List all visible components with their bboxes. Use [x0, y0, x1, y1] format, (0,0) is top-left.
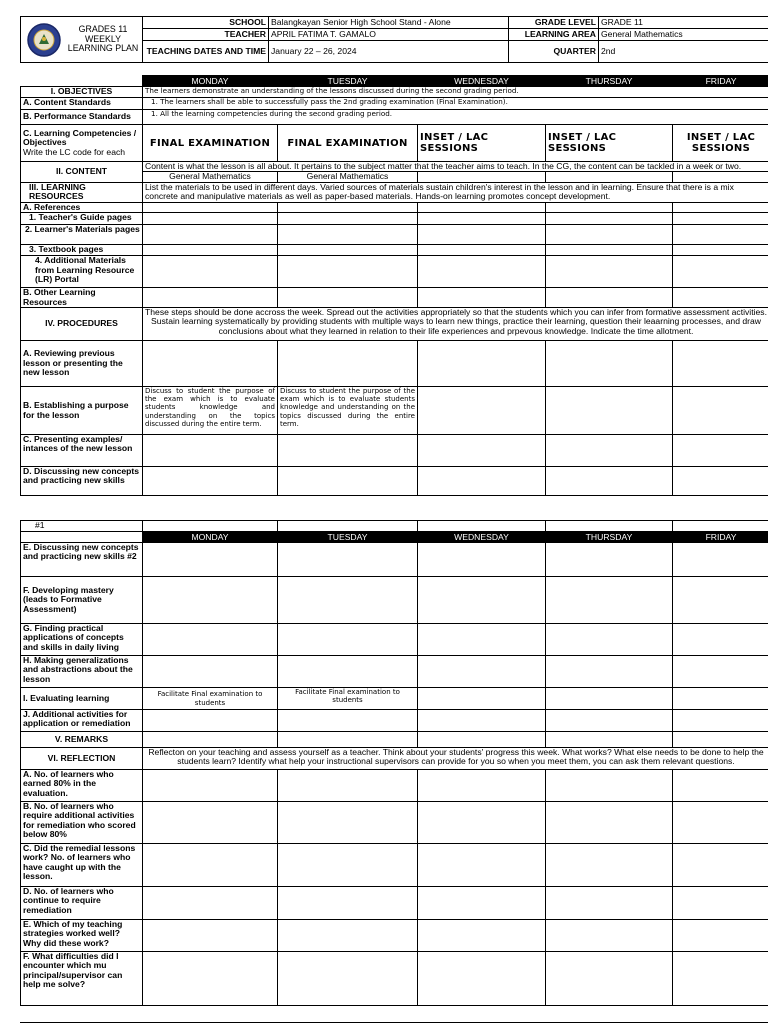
quarter-label: QUARTER: [509, 41, 599, 63]
ref-e-label: E. Which of my teaching strategies worked well? Why did these work?: [21, 920, 143, 952]
proc-i-label: I. Evaluating learning: [21, 688, 143, 710]
day-thursday: THURSDAY: [546, 76, 673, 87]
corner-cell: [21, 76, 143, 87]
lc-tuesday: FINAL EXAMINATION: [278, 125, 418, 162]
proc-f-label: F. Developing mastery (leads to Formative Assessment): [21, 577, 143, 624]
content-standards-text: 1. The learners shall be able to successfully pass the 2nd grading examination (Final Examination).: [143, 98, 768, 110]
competencies-sublabel: Write the LC code for each: [23, 146, 126, 157]
header-table: [20, 16, 768, 63]
dates-label: TEACHING DATES AND TIME: [143, 41, 269, 63]
additional-materials-label: 4. Additional Materials from Learning Resource (LR) Portal: [21, 256, 143, 288]
learning-area-value: General Mathematics: [599, 29, 768, 41]
quarter-value: 2nd: [599, 41, 768, 63]
proc-e-label: E. Discussing new concepts and practicing new skills #2: [21, 543, 143, 577]
day-friday-2: FRIDAY: [673, 532, 768, 543]
grade-level-label: GRADE LEVEL: [509, 17, 599, 29]
day-wednesday: WEDNESDAY: [418, 76, 546, 87]
reflection-label: VI. REFLECTION: [21, 748, 143, 770]
content-thursday: [546, 172, 673, 182]
proc-h-label: H. Making generalizations and abstractions about the lesson: [21, 656, 143, 688]
procedures-text: These steps should be done accross the week. Spread out the activities appropriately so that the students which you can infer from formative assessment activities. Sustain learning systematically by providing students with multiple ways to learn new things, practice their learning, question their leaarning processes, and draw conclusions about what they learned in relation to their life experiences and prpevous knowledge. Indicate the time allotment.: [143, 308, 768, 341]
ref-a-label: A. No. of learners who earned 80% in the evaluation.: [21, 770, 143, 802]
lc-thursday: INSET / LAC SESSIONS: [546, 125, 673, 162]
reflection-text: Reflecton on your teaching and assess yourself as a teacher. Think about your students' progress this week. What works? What else needs to be done to help the students learn? Identify what help your instructional supervisors can provide for you so when you meet them, you can ask them relevant questions.: [143, 748, 768, 770]
proc-g-label: G. Finding practical applications of concepts and skills in daily living: [21, 624, 143, 656]
objectives-text: The learners demonstrate an understanding of the lessons discussed during the second grading period.: [143, 87, 768, 98]
teacher-value: APRIL FATIMA T. GAMALO: [269, 29, 509, 41]
ref-c-label: C. Did the remedial lessons work? No. of learners who have caught up with the lesson.: [21, 844, 143, 887]
content-standards-label: A. Content Standards: [21, 98, 143, 110]
competencies-cell: [21, 125, 143, 162]
proc-a-label: A. Reviewing previous lesson or presenting the new lesson: [21, 341, 143, 387]
day-monday-2: MONDAY: [143, 532, 278, 543]
ref-f-label: F. What difficulties did I encounter which mu principal/supervisor can help me solve?: [21, 952, 143, 1006]
school-value: Balangkayan Senior High School Stand - Alone: [269, 17, 509, 29]
learners-materials-label: 2. Learner's Materials pages: [21, 225, 143, 245]
proc-c-label: C. Presenting examples/ intances of the new lesson: [21, 435, 143, 467]
other-resources-label: B. Other Learning Resources: [21, 288, 143, 308]
references-label: A. References: [21, 202, 143, 212]
proc-b-monday: Discuss to student the purpose of the exam which is to evaluate students knowledge and understanding on the topics discussed during the entire term.: [143, 387, 278, 435]
objectives-label: I. OBJECTIVES: [21, 87, 143, 98]
teacher-label: TEACHER: [143, 29, 269, 41]
page-footer-line: [20, 1022, 768, 1023]
dates-value: January 22 – 26, 2024: [269, 41, 509, 63]
ref-b-label: B. No. of learners who require additional activities for remediation who scored below 80%: [21, 802, 143, 844]
lc-monday: FINAL EXAMINATION: [143, 125, 278, 162]
proc-d-label: D. Discussing new concepts and practicing new skills: [21, 467, 143, 496]
learning-resources-label: III. LEARNING RESOURCES: [21, 182, 143, 202]
lc-wednesday: INSET / LAC SESSIONS: [418, 125, 546, 162]
plan-title: GRADES 11 WEEKLY LEARNING PLAN: [67, 24, 139, 54]
ref-d-label: D. No. of learners who continue to require remediation: [21, 887, 143, 920]
proc-d-continuation: #1: [21, 521, 143, 532]
corner-cell-2: [21, 532, 143, 543]
content-monday: General Mathematics: [143, 172, 278, 182]
school-label: SCHOOL: [143, 17, 269, 29]
content-wednesday: [418, 172, 546, 182]
day-tuesday: TUESDAY: [278, 76, 418, 87]
remarks-label: V. REMARKS: [21, 732, 143, 748]
content-friday: [673, 172, 768, 182]
competencies-label: C. Learning Competencies / Objectives: [23, 127, 137, 148]
day-tuesday-2: TUESDAY: [278, 532, 418, 543]
content-text: Content is what the lesson is all about. It pertains to the subject matter that the teacher aims to teach. In the CG, the content can be tackled in a week or two.: [143, 162, 768, 172]
day-wednesday-2: WEDNESDAY: [418, 532, 546, 543]
proc-i-monday: Facilitate Final examination to students: [143, 688, 278, 710]
header-logo-cell: [21, 17, 143, 63]
content-label: II. CONTENT: [21, 162, 143, 183]
learning-resources-text: List the materials to be used in different days. Varied sources of materials sustain children's interest in the lesson and in learning. Ensure that there is a mix concrete and manipulative materials as well as paper-based materials. Hands-on learning promotes concept development.: [143, 182, 768, 202]
content-tuesday: General Mathematics: [278, 172, 418, 182]
performance-standards-text: 1. All the learning competencies during the second grading period.: [143, 110, 768, 125]
proc-b-label: B. Establishing a purpose for the lesson: [21, 387, 143, 435]
day-monday: MONDAY: [143, 76, 278, 87]
day-thursday-2: THURSDAY: [546, 532, 673, 543]
learning-area-label: LEARNING AREA: [509, 29, 599, 41]
teachers-guide-label: 1. Teacher's Guide pages: [21, 213, 143, 225]
procedures-label: IV. PROCEDURES: [21, 308, 143, 341]
performance-standards-label: B. Performance Standards: [21, 110, 143, 125]
lc-friday: INSET / LAC SESSIONS: [673, 125, 768, 162]
proc-j-label: J. Additional activities for application or remediation: [21, 710, 143, 732]
textbook-pages-label: 3. Textbook pages: [21, 245, 143, 256]
proc-i-tuesday: Facilitate Final examination to students: [278, 688, 418, 710]
grade-level-value: GRADE 11: [599, 17, 768, 29]
day-friday: FRIDAY: [673, 76, 768, 87]
plan-table-page-1: [20, 75, 768, 496]
plan-table-page-2: [20, 520, 768, 1006]
proc-b-tuesday: Discuss to student the purpose of the exam which is to evaluate students knowledge and understanding on the topics discussed during the entire term.: [278, 387, 418, 435]
deped-seal-icon: [26, 22, 62, 58]
